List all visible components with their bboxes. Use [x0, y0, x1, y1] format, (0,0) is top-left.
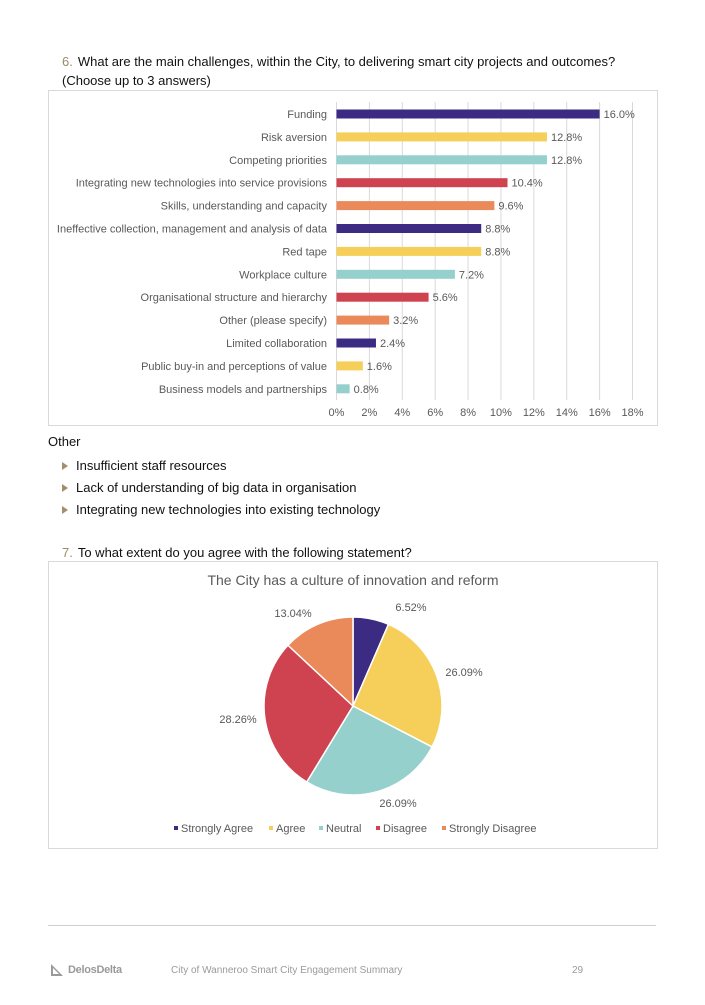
x-tick-label: 14% — [555, 407, 578, 419]
footer-document-title: City of Wanneroo Smart City Engagement Summary — [171, 965, 403, 976]
question-7 — [62, 543, 662, 562]
legend-swatch — [376, 826, 380, 830]
legend-swatch — [442, 826, 446, 830]
legend-label: Neutral — [326, 823, 362, 835]
list-item: Insufficient staff resources — [62, 455, 380, 477]
bar — [337, 110, 600, 119]
legend-label: Strongly Disagree — [449, 823, 537, 835]
data-label: 8.8% — [485, 223, 511, 236]
data-label: 1.6% — [366, 360, 392, 373]
footer-divider — [48, 925, 656, 926]
category-label: Integrating new technologies into service provisions — [75, 177, 327, 190]
category-label: Risk aversion — [260, 131, 327, 144]
x-tick-label: 6% — [427, 407, 444, 419]
data-label: 12.8% — [550, 131, 583, 144]
data-label: 7.2% — [458, 269, 484, 282]
bar — [337, 339, 376, 348]
question-number: 7. — [62, 545, 73, 560]
category-label: Other (please specify) — [219, 315, 327, 328]
x-tick-label: 8% — [460, 407, 477, 419]
bar — [337, 361, 363, 370]
data-label: 8.8% — [485, 246, 511, 259]
legend-label: Disagree — [383, 823, 428, 835]
bar — [337, 132, 547, 141]
x-tick-label: 4% — [394, 407, 411, 419]
slice-label: 28.26% — [219, 714, 257, 726]
other-heading: Other — [48, 434, 81, 449]
question-text: To what extent do you agree with the following statement? — [77, 545, 412, 560]
question-text: What are the main challenges, within the City, to delivering smart city projects and outcomes? (Choose up to 3 answers) — [62, 54, 616, 88]
category-label: Public buy-in and perceptions of value — [141, 360, 327, 373]
category-label: Organisational structure and hierarchy — [140, 292, 327, 305]
bar-chart-svg — [49, 91, 657, 425]
bar — [337, 201, 495, 210]
legend-label: Strongly Agree — [181, 823, 254, 835]
bullet-triangle-icon — [62, 506, 68, 514]
legend-label: Agree — [276, 823, 306, 835]
other-list — [62, 455, 380, 521]
bar — [337, 178, 508, 187]
logo-wordmark: DelosDelta — [68, 964, 122, 976]
bullet-triangle-icon — [62, 484, 68, 492]
page-number: 29 — [572, 965, 584, 976]
x-tick-label: 16% — [588, 407, 611, 419]
data-label: 10.4% — [511, 177, 543, 190]
data-label: 3.2% — [393, 315, 419, 328]
bar — [337, 224, 482, 233]
slice-label: 26.09% — [379, 798, 417, 810]
category-label: Ineffective collection, management and analysis of data — [56, 223, 327, 236]
pie-chart-svg — [49, 562, 657, 848]
category-label: Red tape — [282, 246, 327, 259]
x-tick-label: 10% — [489, 407, 512, 419]
legend-swatch — [319, 826, 323, 830]
x-tick-label: 12% — [522, 407, 545, 419]
slice-label: 13.04% — [274, 608, 312, 620]
chart-title: The City has a culture of innovation and reform — [207, 572, 499, 588]
data-label: 12.8% — [550, 154, 583, 167]
data-label: 0.8% — [353, 383, 379, 396]
category-label: Competing priorities — [229, 154, 327, 167]
x-tick-label: 2% — [361, 407, 378, 419]
category-label: Limited collaboration — [226, 338, 327, 350]
bar — [337, 247, 482, 256]
category-label: Funding — [287, 109, 327, 121]
bar — [337, 384, 350, 393]
category-label: Workplace culture — [239, 269, 327, 282]
data-label: 9.6% — [498, 200, 524, 213]
footer-logo — [50, 963, 122, 977]
list-item: Integrating new technologies into existing technology — [62, 499, 380, 521]
list-item: Lack of understanding of big data in organisation — [62, 477, 380, 499]
data-label: 16.0% — [603, 109, 635, 121]
slice-label: 26.09% — [445, 667, 483, 679]
slice-label: 6.52% — [395, 602, 427, 614]
bullet-triangle-icon — [62, 462, 68, 470]
bar — [337, 316, 390, 325]
bar — [337, 155, 547, 164]
x-tick-label: 18% — [621, 407, 644, 419]
bar — [337, 293, 429, 302]
data-label: 5.6% — [432, 292, 458, 305]
question-number: 6. — [62, 54, 73, 69]
category-label: Business models and partnerships — [158, 383, 327, 396]
legend-swatch — [269, 826, 273, 830]
bar — [337, 270, 455, 279]
category-label: Skills, understanding and capacity — [160, 200, 327, 213]
question-6 — [62, 52, 662, 90]
culture-pie-chart — [48, 561, 658, 849]
delosdelta-triangle-icon — [50, 963, 64, 977]
challenges-bar-chart — [48, 90, 658, 426]
legend-swatch — [174, 826, 178, 830]
data-label: 2.4% — [379, 338, 406, 350]
x-tick-label: 0% — [328, 407, 345, 419]
